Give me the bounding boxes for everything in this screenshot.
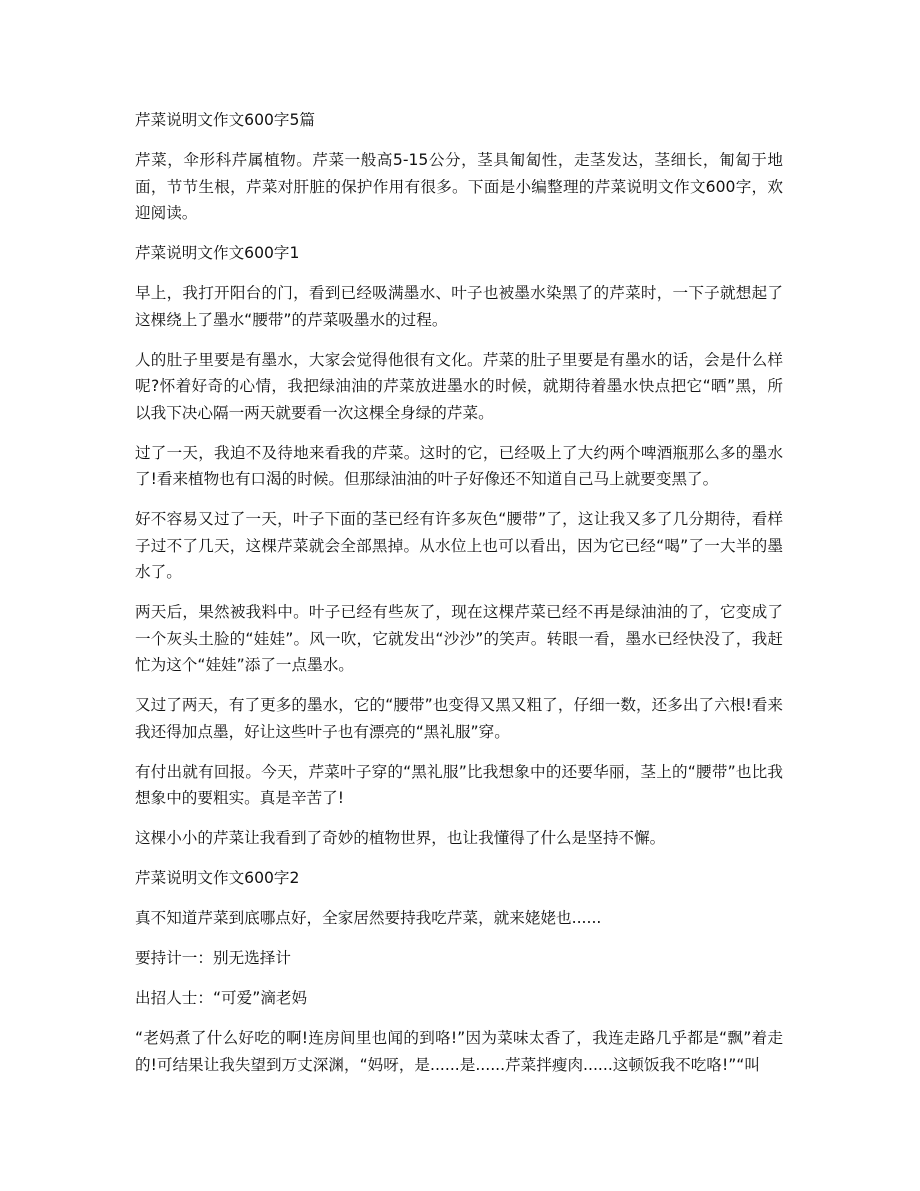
section-1-paragraph: 人的肚子里要是有墨水，大家会觉得他很有文化。芹菜的肚子里要是有墨水的话，会是什么样呢?怀着好奇的心情，我把绿油油的芹菜放进墨水的时候，就期待着墨水快点把它“晒”黑，所以我下决心隔一两天就要看一次这棵全身绿的芹菜。 — [135, 350, 783, 422]
section-1-paragraph: 有付出就有回报。今天，芹菜叶子穿的“黑礼服”比我想象中的还要华丽，茎上的“腰带”也比我想象中的要粗实。真是辛苦了! — [135, 762, 783, 807]
section-2-heading: 芹菜说明文作文600字2 — [135, 869, 300, 887]
section-1-paragraph: 过了一天，我迫不及待地来看我的芹菜。这时的它，已经吸上了大约两个啤酒瓶那么多的墨水了!看来植物也有口渴的时候。但那绿油油的叶子好像还不知道自己马上就要变黑了。 — [135, 443, 783, 488]
section-1-paragraph: 两天后，果然被我料中。叶子已经有些灰了，现在这棵芹菜已经不再是绿油油的了，它变成了一个灰头土脸的“娃娃”。风一吹，它就发出“沙沙”的笑声。转眼一看，墨水已经快没了，我赶忙为这个“娃娃”添了一点墨水。 — [135, 603, 783, 674]
section-2-paragraph: 出招人士：“可爱”滴老妈 — [135, 989, 308, 1007]
document-title: 芹菜说明文作文600字5篇 — [135, 111, 316, 129]
section-1-paragraph: 好不容易又过了一天，叶子下面的茎已经有许多灰色“腰带”了，这让我又多了几分期待，看样子过不了几天，这棵芹菜就会全部黑掉。从水位上也可以看出，因为它已经“喝”了一大半的墨水了。 — [135, 510, 783, 581]
section-1-paragraph: 这棵小小的芹菜让我看到了奇妙的植物世界，也让我懂得了什么是坚持不懈。 — [135, 829, 666, 847]
section-2-paragraph: 真不知道芹菜到底哪点好，全家居然要持我吃芹菜，就来姥姥也...... — [135, 909, 602, 927]
document-page — [135, 107, 783, 1092]
section-2-paragraph: “老妈煮了什么好吃的啊!连房间里也闻的到咯!”因为菜味太香了，我连走路几乎都是“飘”着走的!可结果让我失望到万丈深渊，“妈呀，是......是......芹菜拌瘦肉......这顿饭我不吃咯!”“叫 — [135, 1029, 783, 1074]
section-2-paragraph: 要持计一：别无选择计 — [135, 949, 291, 967]
section-1-paragraph: 早上，我打开阳台的门，看到已经吸满墨水、叶子也被墨水染黑了的芹菜时，一下子就想起了这棵绕上了墨水“腰带”的芹菜吸墨水的过程。 — [135, 284, 783, 329]
intro-paragraph: 芹菜，伞形科芹属植物。芹菜一般高5-15公分，茎具匍匐性，走茎发达，茎细长，匍匐于地面，节节生根，芹菜对肝脏的保护作用有很多。下面是小编整理的芹菜说明文作文600字，欢迎阅读。 — [135, 151, 783, 222]
section-1-heading: 芹菜说明文作文600字1 — [135, 244, 300, 262]
section-1-paragraph: 又过了两天，有了更多的墨水，它的“腰带”也变得又黑又粗了，仔细一数，还多出了六根!看来我还得加点墨，好让这些叶子也有漂亮的“黑礼服”穿。 — [135, 696, 783, 741]
